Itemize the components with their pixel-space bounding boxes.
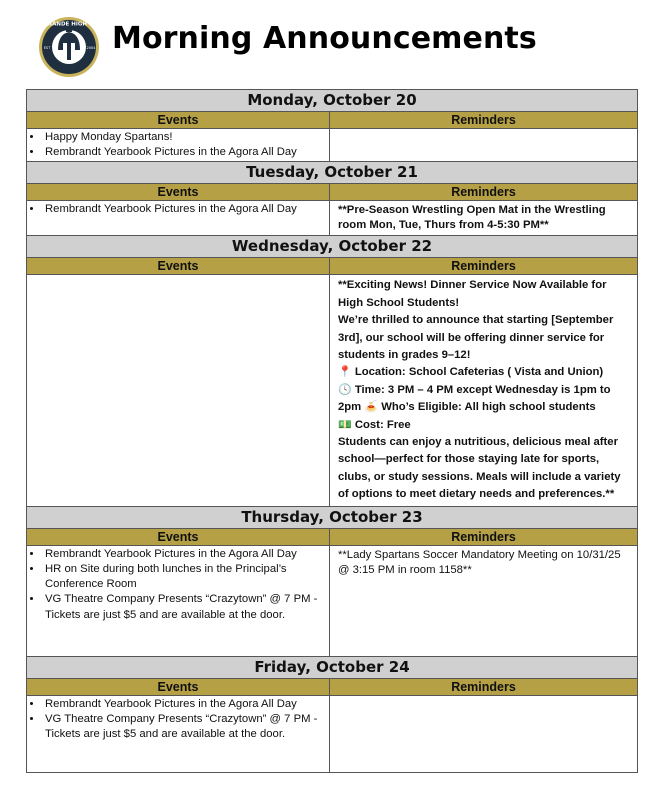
dinner-details: Students can enjoy a nutritious, delicious meal after school—perfect for those staying late for sports, clubs, or study sessions. Meals will include a variety of options to meet dietary needs and preferences.** <box>338 436 621 501</box>
dinner-intro: We’re thrilled to announce that starting [September 3rd], our school will be offering dinner service for students in grades 9–12! <box>338 314 614 362</box>
reminders-column-header: Reminders <box>330 258 638 275</box>
announcements-sheet <box>26 89 637 773</box>
list-item: • Happy Monday Spartans! <box>43 130 329 145</box>
money-icon: 💵 <box>338 418 352 431</box>
wednesday-header-row <box>27 236 638 258</box>
events-column-header: Events <box>27 112 330 129</box>
list-item: • Rembrandt Yearbook Pictures in the Agora All Day <box>43 547 329 562</box>
tuesday-column-headers <box>27 184 638 201</box>
friday-events-cell <box>27 695 330 772</box>
monday-content-row <box>27 129 638 162</box>
location-text: Location: School Cafeterias ( Vista and Union) <box>354 366 604 379</box>
thursday-column-headers <box>27 528 638 545</box>
tuesday-content-row <box>27 201 638 236</box>
friday-content-row <box>27 695 638 772</box>
time-text: Time: 3 PM – 4 PM except Wednesday is 1pm to 2pm <box>338 383 611 414</box>
list-item: • VG Theatre Company Presents “Crazytown” @ 7 PM - Tickets are just $5 and are available at the door. <box>43 712 329 742</box>
dinner-time-eligibility <box>338 382 631 417</box>
monday-title: Monday, October 20 <box>27 90 638 112</box>
monday-events-cell <box>27 129 330 162</box>
tuesday-title: Tuesday, October 21 <box>27 162 638 184</box>
logo-name-text: VISTA GRANDE HIGH SCHOOL <box>23 21 115 28</box>
events-column-header: Events <box>27 184 330 201</box>
thursday-reminders-cell: **Lady Spartans Soccer Mandatory Meeting on 10/31/25 @ 3:15 PM in room 1158** <box>330 545 638 656</box>
tuesday-header-row <box>27 162 638 184</box>
tuesday-events-cell <box>27 201 330 236</box>
tuesday-reminders-cell: **Pre-Season Wrestling Open Mat in the Wrestling room Mon, Tue, Thurs from 4-5:30 PM** <box>330 201 638 236</box>
tuesday-events-list <box>27 202 329 217</box>
wednesday-content-row <box>27 275 638 506</box>
thursday-title: Thursday, October 23 <box>27 506 638 528</box>
friday-events-list <box>27 697 329 743</box>
thursday-events-list <box>27 547 329 623</box>
food-icon: 🍝 <box>364 401 379 414</box>
list-item: • HR on Site during both lunches in the Principal’s Conference Room <box>43 562 329 592</box>
page-title: Morning Announcements <box>112 21 537 56</box>
logo-year-text: 2004 <box>86 46 96 50</box>
page-header <box>23 13 638 89</box>
reminders-column-header: Reminders <box>330 678 638 695</box>
monday-events-list <box>27 130 329 160</box>
wednesday-column-headers <box>27 258 638 275</box>
reminders-column-header: Reminders <box>330 184 638 201</box>
wednesday-reminders-cell <box>330 275 638 506</box>
wednesday-title: Wednesday, October 22 <box>27 236 638 258</box>
events-column-header: Events <box>27 528 330 545</box>
friday-column-headers <box>27 678 638 695</box>
friday-title: Friday, October 24 <box>27 656 638 678</box>
cost-text: Cost: Free <box>354 418 411 431</box>
wednesday-events-cell <box>27 275 330 506</box>
monday-column-headers <box>27 112 638 129</box>
monday-reminders-cell <box>330 129 638 162</box>
announcements-table <box>26 89 638 773</box>
school-logo <box>23 16 115 78</box>
dinner-cost <box>338 417 631 434</box>
clock-icon: 🕓 <box>338 383 352 396</box>
thursday-events-cell <box>27 545 330 656</box>
events-column-header: Events <box>27 258 330 275</box>
friday-reminders-cell <box>330 695 638 772</box>
logo-est-text: EST <box>43 46 51 50</box>
eligibility-text: Who’s Eligible: All high school students <box>381 401 596 414</box>
pin-icon: 📍 <box>338 366 352 379</box>
list-item: • Rembrandt Yearbook Pictures in the Agora All Day <box>43 145 329 160</box>
thursday-content-row <box>27 545 638 656</box>
events-column-header: Events <box>27 678 330 695</box>
list-item: • Rembrandt Yearbook Pictures in the Agora All Day <box>43 697 329 712</box>
reminders-column-header: Reminders <box>330 112 638 129</box>
reminders-column-header: Reminders <box>330 528 638 545</box>
list-item: • VG Theatre Company Presents “Crazytown” @ 7 PM -Tickets are just $5 and are available at the door. <box>43 592 329 622</box>
friday-header-row <box>27 656 638 678</box>
monday-header-row <box>27 90 638 112</box>
list-item: • Rembrandt Yearbook Pictures in the Agora All Day <box>43 202 329 217</box>
dinner-headline: **Exciting News! Dinner Service Now Available for High School Students! <box>338 279 607 309</box>
thursday-header-row <box>27 506 638 528</box>
dinner-location <box>338 364 631 381</box>
